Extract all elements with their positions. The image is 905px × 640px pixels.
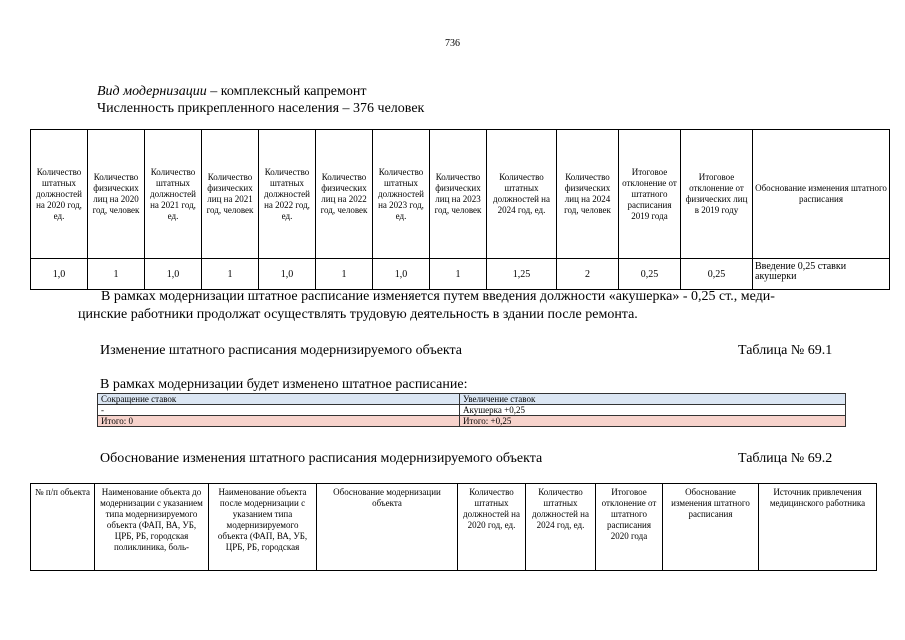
value-cell: 1,25 xyxy=(487,259,557,290)
header-cell: Наименование объекта до модернизации с указанием типа модернизируемого объекта (ФАП, ВА, УБ, ЦРБ, РБ, городская поликлиника, боль- xyxy=(95,484,209,571)
header-cell: Количество штатных должностей на 2021 год, ед. xyxy=(145,130,202,259)
value-cell: 1,0 xyxy=(31,259,88,290)
header-cell: Количество штатных должностей на 2023 год, ед. xyxy=(373,130,430,259)
section2-table-number: Таблица № 69.2 xyxy=(738,451,833,466)
value-cell: 1,0 xyxy=(373,259,430,290)
increase-total: Итого: +0,25 xyxy=(460,416,846,427)
staff-change-header xyxy=(98,394,846,405)
value-cell: 1 xyxy=(430,259,487,290)
header-cell: Количество штатных должностей на 2020 год, ед. xyxy=(31,130,88,259)
header-cell: Наименование объекта после модернизации с указанием типа модернизируемого объекта (ФАП, ВА, УБ, ЦРБ, РБ, городская xyxy=(209,484,317,571)
header-cell: Количество физических лиц на 2021 год, человек xyxy=(202,130,259,259)
header-cell: Итоговое отклонение от физических лиц в 2019 году xyxy=(681,130,753,259)
value-cell: 0,25 xyxy=(619,259,681,290)
reduction-total: Итого: 0 xyxy=(98,416,460,427)
justification-table xyxy=(30,483,877,571)
section1-title: Изменение штатного расписания модернизируемого объекта xyxy=(100,343,463,358)
header-cell: Источник привлечения медицинского работника xyxy=(759,484,877,571)
justification-header-row xyxy=(31,484,877,571)
header-cell: Количество физических лиц на 2020 год, человек xyxy=(88,130,145,259)
modernization-label: Вид модернизации xyxy=(97,84,207,99)
section1-table-number: Таблица № 69.1 xyxy=(738,343,833,358)
header-cell: Итоговое отклонение от штатного расписания 2019 года xyxy=(619,130,681,259)
staff-change-total-row xyxy=(98,416,846,427)
value-cell: 2 xyxy=(557,259,619,290)
paragraph-line-2: цинские работники продолжат осуществлять трудовую деятельность в здании после ремонта. xyxy=(78,307,638,322)
value-cell: 0,25 xyxy=(681,259,753,290)
header-cell: № п/п объекта xyxy=(31,484,95,571)
staff-change-table xyxy=(97,393,846,427)
staff-change-row xyxy=(98,405,846,416)
header-cell: Обоснование изменения штатного расписания xyxy=(663,484,759,571)
value-cell: 1,0 xyxy=(259,259,316,290)
header-cell: Количество штатных должностей на 2024 год, ед. xyxy=(526,484,596,571)
value-cell: 1 xyxy=(202,259,259,290)
header-cell: Итоговое отклонение от штатного расписания 2020 года xyxy=(596,484,663,571)
value-cell: 1,0 xyxy=(145,259,202,290)
paragraph-line-1: В рамках модернизации штатное расписание изменяется путем введения должности «акушерка» - 0,25 ст., меди- xyxy=(101,289,775,304)
staffing-value-row xyxy=(31,259,890,290)
staffing-header-row xyxy=(31,130,890,259)
justification-cell: Введение 0,25 ставки акушерки xyxy=(753,259,890,290)
modernization-value: – комплексный капремонт xyxy=(206,84,367,99)
header-cell: Обоснование модернизации объекта xyxy=(317,484,458,571)
population-line: Численность прикрепленного населения – 376 человек xyxy=(97,101,425,116)
header-cell: Количество штатных должностей на 2022 год, ед. xyxy=(259,130,316,259)
value-cell: 1 xyxy=(316,259,373,290)
section2-title: Обоснование изменения штатного расписания модернизируемого объекта xyxy=(100,451,543,466)
increase-cell: Акушерка +0,25 xyxy=(460,405,846,416)
modernization-type xyxy=(97,84,367,100)
value-cell: 1 xyxy=(88,259,145,290)
header-cell: Количество физических лиц на 2023 год, человек xyxy=(430,130,487,259)
staffing-table xyxy=(30,129,890,290)
header-cell: Количество физических лиц на 2024 год, человек xyxy=(557,130,619,259)
reduction-cell: - xyxy=(98,405,460,416)
increase-header: Увеличение ставок xyxy=(460,394,846,405)
header-cell: Количество физических лиц на 2022 год, человек xyxy=(316,130,373,259)
header-cell: Обоснование изменения штатного расписания xyxy=(753,130,890,259)
header-cell: Количество штатных должностей на 2024 год, ед. xyxy=(487,130,557,259)
staff-change-caption: В рамках модернизации будет изменено штатное расписание: xyxy=(100,377,468,392)
reduction-header: Сокращение ставок xyxy=(98,394,460,405)
page-number: 736 xyxy=(445,38,460,49)
header-cell: Количество штатных должностей на 2020 год, ед. xyxy=(458,484,526,571)
